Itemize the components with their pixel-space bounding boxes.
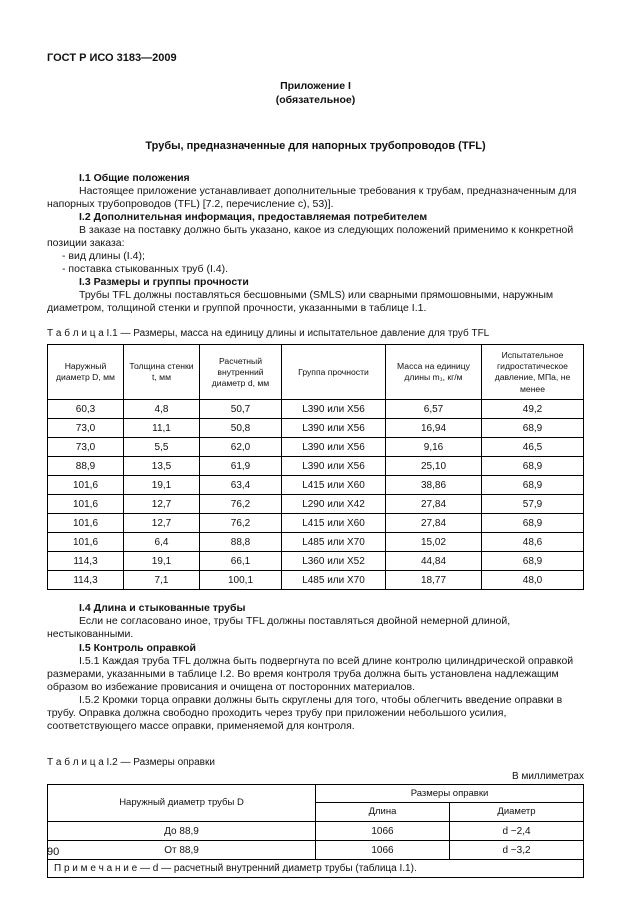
doc-number: ГОСТ Р ИСО 3183—2009 xyxy=(47,52,177,64)
table2-units-note: В миллиметрах xyxy=(512,770,584,782)
table1-header-inner-diameter: Расчетный внутренний диаметр d, мм xyxy=(200,345,282,400)
table-row xyxy=(48,457,584,476)
table-cell: 101,6 xyxy=(48,476,124,495)
table-row xyxy=(48,841,584,860)
section-heading-i3: I.3 Размеры и группы прочности xyxy=(79,276,249,289)
table2-header-mandrel-dimensions: Размеры оправки xyxy=(316,784,584,803)
table1-body xyxy=(48,400,584,590)
table-row xyxy=(48,400,584,419)
table1 xyxy=(47,344,584,590)
table2-note-row xyxy=(48,860,584,878)
table-cell: 73,0 xyxy=(48,419,124,438)
annex-block xyxy=(47,80,584,107)
table-cell: 38,86 xyxy=(386,476,482,495)
table-row xyxy=(48,552,584,571)
table-cell: 73,0 xyxy=(48,438,124,457)
table-cell: L390 или X56 xyxy=(282,400,386,419)
table-cell: 1066 xyxy=(316,822,450,841)
annex-title: Приложение I xyxy=(280,80,351,92)
table-cell: L390 или X56 xyxy=(282,419,386,438)
table-cell: 1066 xyxy=(316,841,450,860)
list-item-jointed-pipes: - поставка стыкованных труб (I.4). xyxy=(62,263,229,276)
table-cell: L290 или X42 xyxy=(282,495,386,514)
table-cell: 60,3 xyxy=(48,400,124,419)
table-cell: L390 или X56 xyxy=(282,438,386,457)
table-row xyxy=(48,533,584,552)
section-heading-i4: I.4 Длина и стыкованные трубы xyxy=(79,602,246,615)
table-cell: L485 или X70 xyxy=(282,571,386,590)
table-row xyxy=(48,495,584,514)
table-cell: 27,84 xyxy=(386,495,482,514)
table1-caption: Т а б л и ц а I.1 — Размеры, масса на единицу длины и испытательное давление для труб TFL xyxy=(47,328,490,340)
table1-header-test-pressure: Испытательное гидростатическое давление, МПа, не менее xyxy=(482,345,584,400)
table-cell: 13,5 xyxy=(124,457,200,476)
table-cell: 101,6 xyxy=(48,533,124,552)
table2-head xyxy=(48,784,584,822)
table-cell: 62,0 xyxy=(200,438,282,457)
table-cell: L485 или X70 xyxy=(282,533,386,552)
paragraph-i1: Настоящее приложение устанавливает дополнительные требования к трубам, предназначенным для напорных трубопроводов (TFL) [7.2, перечисление c), 53)]. xyxy=(47,185,577,211)
table1-header-outer-diameter: Наружный диаметр D, мм xyxy=(48,345,124,400)
table-cell: 19,1 xyxy=(124,476,200,495)
table2-note: П р и м е ч а н и е — d — расчетный внутренний диаметр трубы (таблица I.1). xyxy=(48,860,584,878)
table2-caption: Т а б л и ц а I.2 — Размеры оправки xyxy=(47,756,215,768)
table-row xyxy=(48,514,584,533)
table-cell: 114,3 xyxy=(48,552,124,571)
table-cell: d −3,2 xyxy=(450,841,584,860)
table2-header-diameter: Диаметр xyxy=(450,803,584,822)
table-cell: 15,02 xyxy=(386,533,482,552)
table-cell: 27,84 xyxy=(386,514,482,533)
paragraph-i5-1: I.5.1 Каждая труба TFL должна быть подвергнута по всей длине контролю цилиндрической оправкой размерами, указанными в таблице I.2. Во время контроля труба должна быть установлена надлежащим образом во избежание провисания и очищена от посторонних материалов. xyxy=(47,654,574,693)
table-cell: 25,10 xyxy=(386,457,482,476)
paragraph-i4: Если не согласовано иное, трубы TFL должны поставляться двойной немерной длиной, нестыкованными. xyxy=(47,615,511,641)
section-heading-i2: I.2 Дополнительная информация, предоставляемая потребителем xyxy=(79,211,428,224)
table-row xyxy=(48,822,584,841)
table-cell: 101,6 xyxy=(48,514,124,533)
table-cell: 66,1 xyxy=(200,552,282,571)
table-row xyxy=(48,571,584,590)
table1-header-grade: Группа прочности xyxy=(282,345,386,400)
table-row xyxy=(48,419,584,438)
table-cell: L390 или X56 xyxy=(282,457,386,476)
table-cell: 6,57 xyxy=(386,400,482,419)
table-cell: 46,5 xyxy=(482,438,584,457)
table-cell: L415 или X60 xyxy=(282,514,386,533)
table-cell: 12,7 xyxy=(124,514,200,533)
table-row xyxy=(48,438,584,457)
table-cell: 4,8 xyxy=(124,400,200,419)
table-cell: 12,7 xyxy=(124,495,200,514)
table-cell: 68,9 xyxy=(482,457,584,476)
table-cell: 16,94 xyxy=(386,419,482,438)
table-cell: 101,6 xyxy=(48,495,124,514)
annex-status: (обязательное) xyxy=(275,93,356,106)
table-cell: 68,9 xyxy=(482,514,584,533)
table-cell: L415 или X60 xyxy=(282,476,386,495)
table-cell: От 88,9 xyxy=(48,841,316,860)
table-cell: 9,16 xyxy=(386,438,482,457)
section-heading-i5: I.5 Контроль оправкой xyxy=(79,641,196,654)
table-cell: 19,1 xyxy=(124,552,200,571)
table-cell: 88,8 xyxy=(200,533,282,552)
table2-header-pipe-diameter: Наружный диаметр трубы D xyxy=(48,784,316,822)
paragraph-i5-2: I.5.2 Кромки торца оправки должны быть скруглены для того, чтобы облегчить введение оправки в трубу. Оправка должна свободно проходить через трубу при приложении небольшого усилия, соответствующего массе оправки, применяемой для контроля. xyxy=(47,693,563,732)
table-cell: 100,1 xyxy=(200,571,282,590)
table-cell: До 88,9 xyxy=(48,822,316,841)
table-cell: 50,8 xyxy=(200,419,282,438)
table2-header-row-1 xyxy=(48,784,584,803)
table-cell: 48,0 xyxy=(482,571,584,590)
table-cell: 76,2 xyxy=(200,514,282,533)
table-cell: 61,9 xyxy=(200,457,282,476)
table-cell: 88,9 xyxy=(48,457,124,476)
table-cell: 68,9 xyxy=(482,552,584,571)
table-cell: 49,2 xyxy=(482,400,584,419)
table-cell: d −2,4 xyxy=(450,822,584,841)
table-cell: 57,9 xyxy=(482,495,584,514)
table-cell: 48,6 xyxy=(482,533,584,552)
table-cell: 6,4 xyxy=(124,533,200,552)
section-heading-i1: I.1 Общие положения xyxy=(79,172,190,185)
table1-header-wall-thickness: Толщина стенки t, мм xyxy=(124,345,200,400)
table-cell: 68,9 xyxy=(482,419,584,438)
table1-head xyxy=(48,345,584,400)
table-cell: 44,84 xyxy=(386,552,482,571)
table-cell: 76,2 xyxy=(200,495,282,514)
table-cell: 63,4 xyxy=(200,476,282,495)
table-cell: 114,3 xyxy=(48,571,124,590)
table2-foot xyxy=(48,860,584,878)
paragraph-i2: В заказе на поставку должно быть указано, какое из следующих положений применимо к конкретной позиции заказа: xyxy=(47,224,574,250)
paragraph-i3: Трубы TFL должны поставляться бесшовными (SMLS) или сварными прямошовными, наружным диаметром, толщиной стенки и группой прочности, указанными в таблице I.1. xyxy=(47,289,554,315)
page-number: 90 xyxy=(47,846,60,858)
table2-block xyxy=(47,757,584,879)
table-cell: 50,7 xyxy=(200,400,282,419)
table-row xyxy=(48,476,584,495)
table2-header-length: Длина xyxy=(316,803,450,822)
table2-body xyxy=(48,822,584,860)
table2 xyxy=(47,784,584,879)
table-cell: 68,9 xyxy=(482,476,584,495)
table-cell: 5,5 xyxy=(124,438,200,457)
page-title: Трубы, предназначенные для напорных трубопроводов (TFL) xyxy=(145,140,486,153)
table-cell: 11,1 xyxy=(124,419,200,438)
table1-header-row xyxy=(48,345,584,400)
table-cell: 7,1 xyxy=(124,571,200,590)
table1-header-mass: Масса на единицу длины m₁, кг/м xyxy=(386,345,482,400)
table-cell: 18,77 xyxy=(386,571,482,590)
table-cell: L360 или X52 xyxy=(282,552,386,571)
list-item-length-type: - вид длины (I.4); xyxy=(62,250,145,263)
